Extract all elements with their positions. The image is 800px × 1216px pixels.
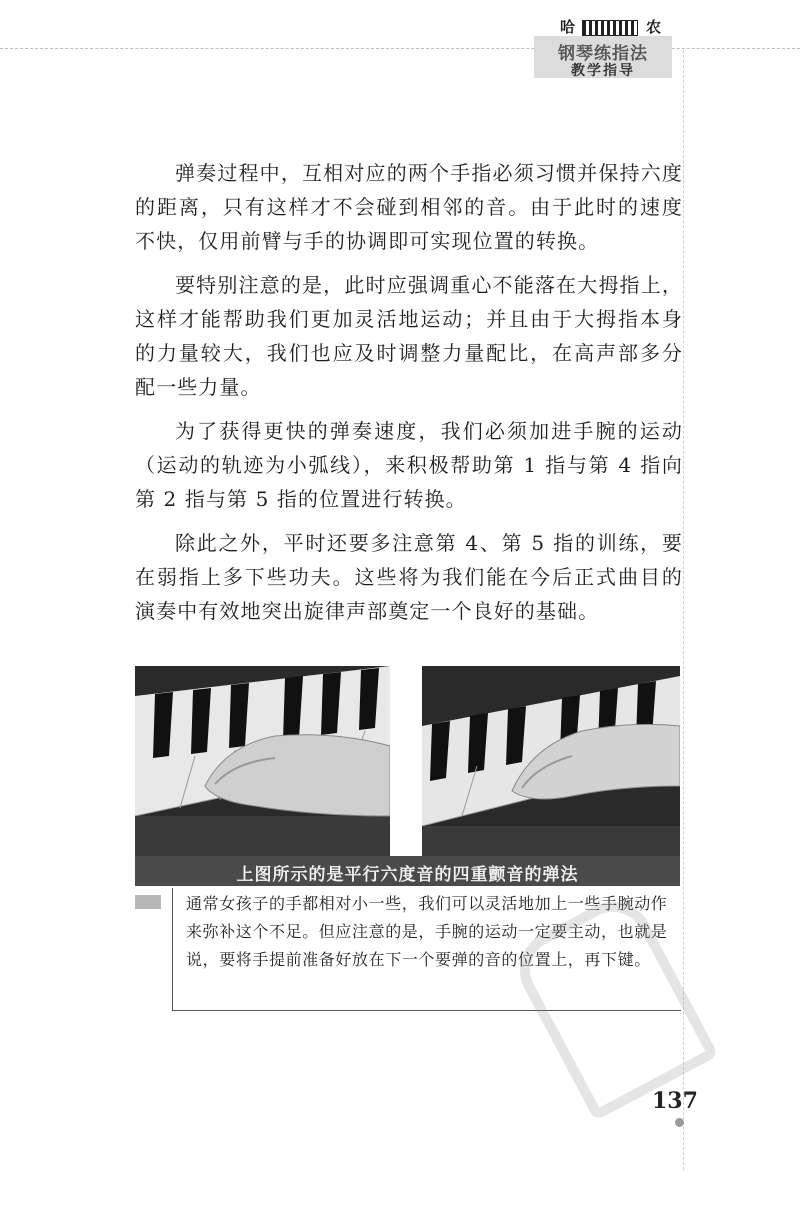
note-marker [135,895,161,909]
paragraph: 要特别注意的是，此时应强调重心不能落在大拇指上，这样才能帮助我们更加灵活地运动；并且由于大拇指本身的力量较大，我们也应及时调整力量配比，在高声部多分配一些力量。 [135,273,683,399]
note-text: 通常女孩子的手都相对小一些，我们可以灵活地加上一些手腕动作来弥补这个不足。但应注意的是，手腕的运动一定要主动，也就是说，要将手提前准备好放在下一个要弹的音的位置上，再下键。 [186,894,668,969]
page-dot [675,1118,684,1127]
paragraph: 除此之外，平时还要多注意第 4、第 5 指的训练，要在弱指上多下些功夫。这些将为我们能在今后正式曲目的演奏中有效地突出旋律声部奠定一个良好的基础。 [135,531,683,623]
paragraph: 为了获得更快的弹奏速度，我们必须加进手腕的运动（运动的轨迹为小弧线），来积极帮助第 1 指与第 4 指向第 2 指与第 5 指的位置进行转换。 [135,419,683,511]
photo-hand-left [135,666,390,856]
header-dashed-rule [0,48,800,49]
paragraph: 弹奏过程中，互相对应的两个手指必须习惯并保持六度的距离，只有这样才不会碰到相邻的音。由于此时的速度不快，仅用前臂与手的协调即可实现位置的转换。 [135,161,683,253]
piano-keys-icon [582,20,638,36]
running-header [534,14,672,90]
figure-caption: 上图所示的是平行六度音的四重颤音的弹法 [236,865,579,885]
book-title: 钢琴练指法 [558,44,648,64]
book-subtitle: 教学指导 [571,63,635,79]
piano-hand-photos [135,666,680,856]
body-text [135,156,683,638]
figure-caption-bar [135,856,680,886]
header-char-left: 哈 [560,18,576,36]
photo-hand-right [422,666,680,856]
header-char-right: 农 [646,18,662,36]
page-number: 137 [652,1088,698,1114]
header-band [534,36,672,78]
